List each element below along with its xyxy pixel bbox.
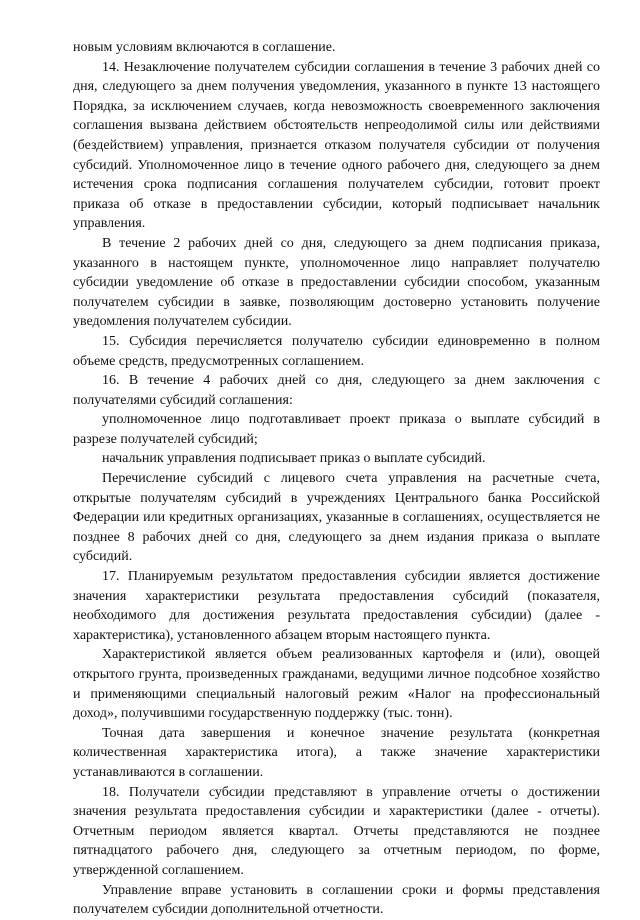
paragraph: Перечисление субсидий с лицевого счета управления на расчетные счета, открытые получателям субсидий в учреждениях Центрального банка Российской Федерации или кредитных организациях, указанные в соглашениях, осуществляется не позднее 8 рабочих дней со дня, следующего за днем издания приказа о выплате субсидий. <box>73 471 600 565</box>
paragraph: 14. Незаключение получателем субсидии соглашения в течение 3 рабочих дней со дня, следующего за днем получения уведомления, указанного в пункте 13 настоящего Порядка, за исключением случаев, когда невозможность своевременного заключения соглашения вызвана действием обстоятельств непреодолимой силы или действиями (бездействием) управления, признается отказом получателя субсидии от получения субсидий. Уполномоченное лицо в течение одного рабочего дня, следующего за днем истечения срока подписания соглашения получателем субсидии, готовит проект приказа об отказе в предоставлении субсидии, который подписывает начальник управления. <box>73 59 600 232</box>
paragraph: Управление вправе установить в соглашении сроки и формы представления получателем субсидии дополнительной отчетности. <box>73 882 600 918</box>
paragraph: В течение 2 рабочих дней со дня, следующего за днем подписания приказа, указанного в настоящем пункте, уполномоченное лицо направляет получателю субсидии уведомление об отказе в предоставлении субсидии способом, указанным получателем субсидии в заявке, позволяющим достоверно установить получение уведомления получателем субсидии. <box>73 235 600 330</box>
paragraph: 17. Планируемым результатом предоставления субсидии является достижение значения характеристики результата предоставления субсидий (показателя, необходимого для достижения результата предоставления субсидии) (далее - характеристика), установленного абзацем вторым настоящего пункта. <box>73 569 600 643</box>
paragraph: начальник управления подписывает приказ о выплате субсидий. <box>102 451 486 467</box>
paragraph: Точная дата завершения и конечное значение результата (конкретная количественная характеристика итога), а также значение характеристики устанавливаются в соглашении. <box>73 725 600 780</box>
paragraph: 15. Субсидия перечисляется получателю субсидии единовременно в полном объеме средств, предусмотренных соглашением. <box>73 333 600 369</box>
paragraph: 16. В течение 4 рабочих дней со дня, следующего за днем заключения с получателями субсидий соглашения: <box>73 373 600 408</box>
paragraph: уполномоченное лицо подготавливает проект приказа о выплате субсидий в разрезе получателей субсидий; <box>73 412 600 447</box>
paragraph: новым условиям включаются в соглашение. <box>73 40 336 55</box>
paragraph: 18. Получатели субсидии представляют в управление отчеты о достижении значения результата предоставления субсидии и характеристики (далее - отчеты). Отчетным периодом является квартал. Отчеты представляются не позднее пятнадцатого рабочего дня, следующего за отчетным периодом, по форме, утвержденной соглашением. <box>73 784 600 878</box>
paragraph: Характеристикой является объем реализованных картофеля и (или), овощей открытого грунта, произведенных гражданами, ведущими личное подсобное хозяйство и применяющими специальный налоговый режим «Налог на профессиональный доход», получившими государственную поддержку (тыс. тонн). <box>73 647 600 722</box>
